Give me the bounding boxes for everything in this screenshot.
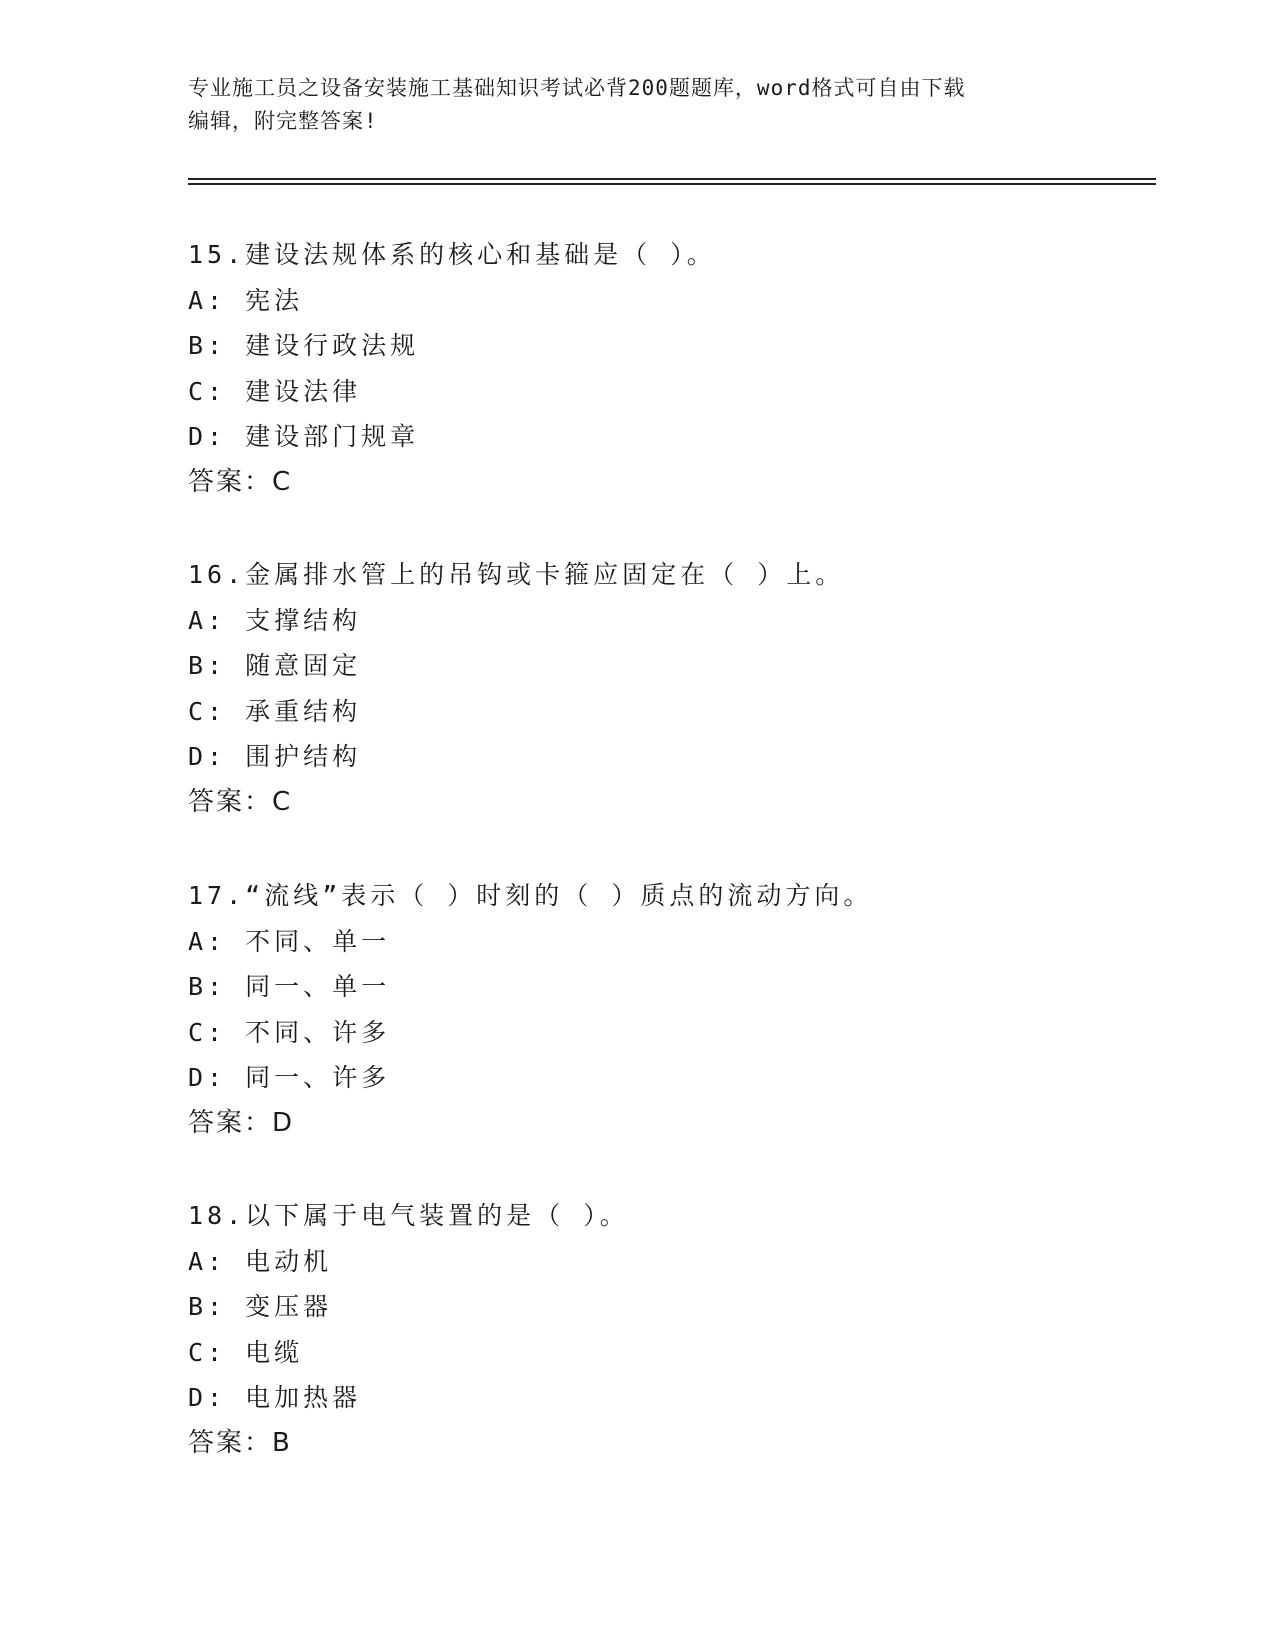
option-d: D: 围护结构: [188, 742, 362, 771]
header-line-1: 专业施工员之设备安装施工基础知识考试必背200题题库，word格式可自由下载: [188, 76, 966, 100]
header-divider-top: [188, 178, 1156, 180]
option-b: B: 建设行政法规: [188, 331, 420, 360]
answer-line: 答案：B: [188, 1427, 292, 1458]
option-a: A: 不同、单一: [188, 926, 391, 956]
question-stem: 18.以下属于电气装置的是（ ）。: [188, 1201, 629, 1230]
question-15: [188, 232, 1148, 505]
option-d: D: 同一、许多: [188, 1063, 391, 1092]
option-c: C: 承重结构: [188, 696, 362, 726]
question-16: [188, 552, 1148, 825]
option-d: D: 电加热器: [188, 1383, 362, 1412]
answer-line: 答案：C: [188, 466, 293, 497]
question-stem: 15.建设法规体系的核心和基础是（ ）。: [188, 240, 716, 269]
option-c: C: 不同、许多: [188, 1017, 391, 1047]
document-header: [188, 72, 1088, 138]
option-d: D: 建设部门规章: [188, 422, 420, 451]
option-b: B: 变压器: [188, 1292, 333, 1321]
option-b: B: 随意固定: [188, 651, 362, 680]
question-stem: 17.“流线”表示（ ）时刻的（ ）质点的流动方向。: [188, 881, 873, 910]
header-line-2: 编辑，附完整答案!: [188, 109, 378, 133]
question-17: [188, 873, 1148, 1146]
option-c: C: 电缆: [188, 1337, 304, 1367]
question-18: [188, 1193, 1148, 1466]
header-divider-bottom: [188, 183, 1156, 185]
option-a: A: 宪法: [188, 285, 304, 315]
question-stem: 16.金属排水管上的吊钩或卡箍应固定在（ ）上。: [188, 560, 845, 589]
answer-line: 答案：D: [188, 1107, 295, 1138]
answer-line: 答案：C: [188, 786, 293, 817]
option-a: A: 支撑结构: [188, 605, 362, 635]
option-a: A: 电动机: [188, 1246, 333, 1276]
option-c: C: 建设法律: [188, 376, 362, 406]
option-b: B: 同一、单一: [188, 972, 391, 1001]
